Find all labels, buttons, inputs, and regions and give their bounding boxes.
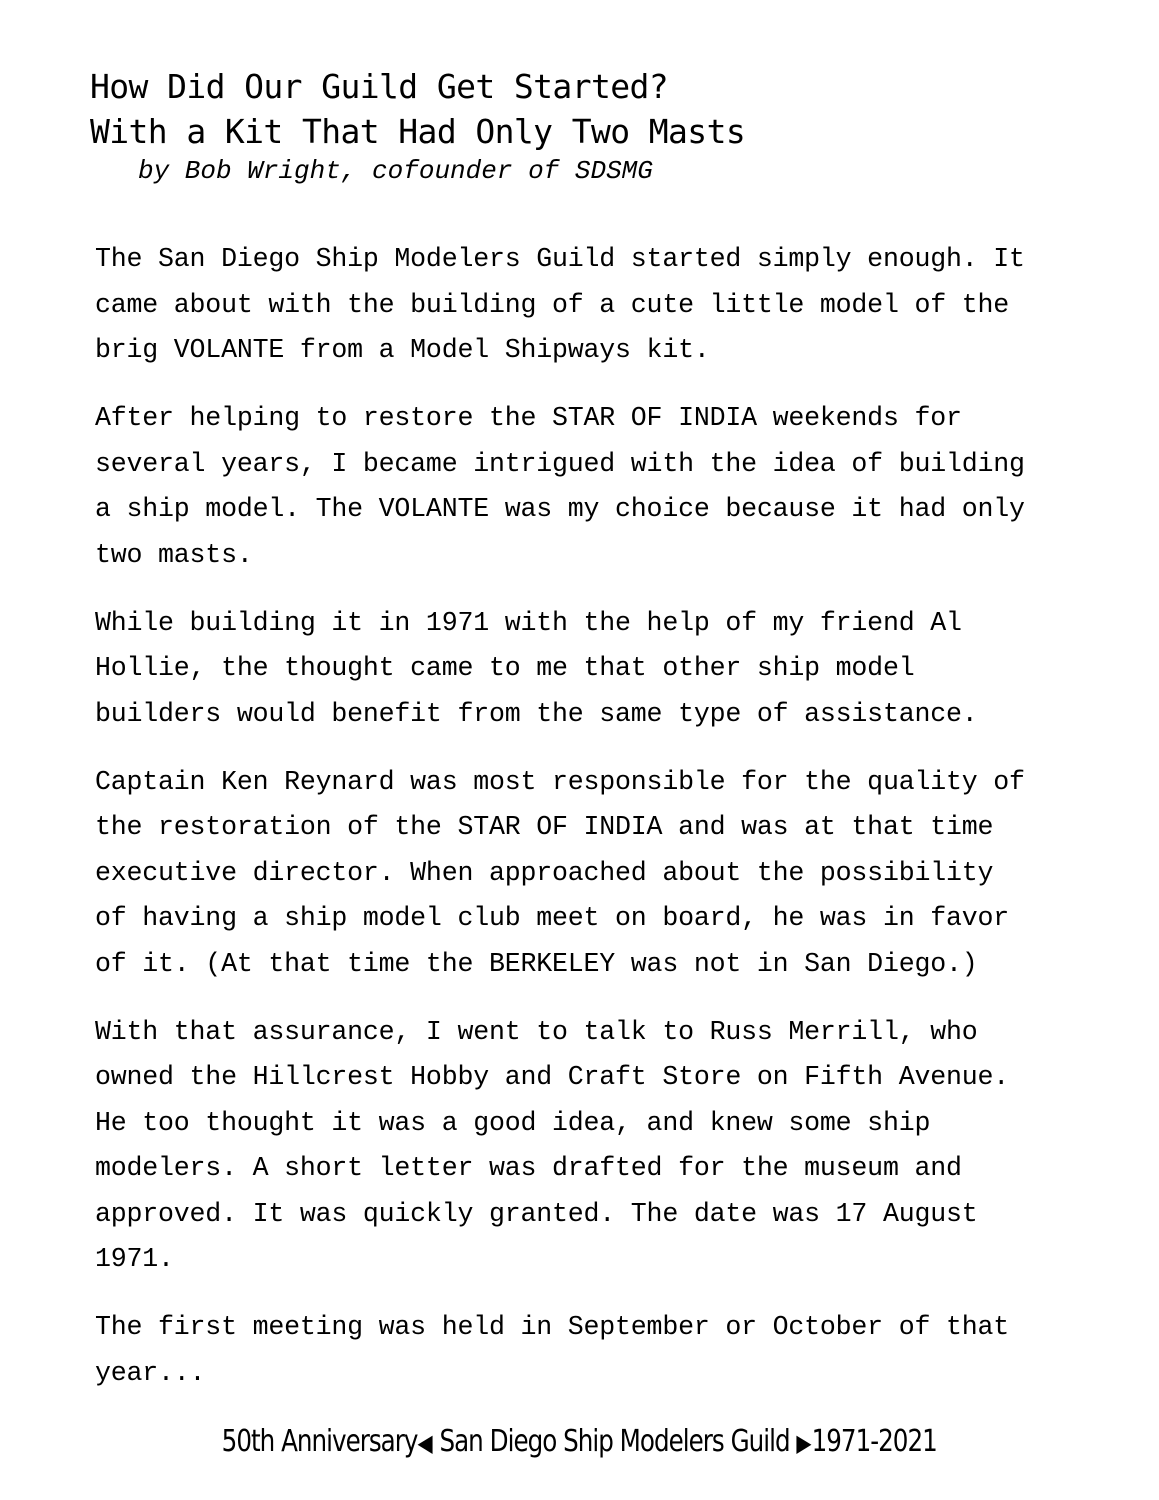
paragraph-2: After helping to restore the STAR OF INDIA weekends for several years, I became intrigued with the idea of building a ship model. The VOLANTE was my choice because it had only two masts. xyxy=(95,403,1025,570)
paragraph-4: Captain Ken Reynard was most responsible for the quality of the restoration of the STAR OF INDIA and was at that time executive director. When approached about the possibility of having a ship model club meet on board, he was in favor of it. (At that time the BERKELEY was not in San Diego.) xyxy=(95,766,1025,979)
page-footer xyxy=(104,1420,1054,1465)
article-title xyxy=(90,64,745,154)
paragraph-3: While building it in 1971 with the help of my friend Al Hollie, the thought came to me that other ship model builders would benefit from the same type of assistance. xyxy=(95,607,978,729)
title-line-1: How Did Our Guild Get Started? xyxy=(90,67,669,106)
left-triangle-icon: ◀ xyxy=(417,1429,433,1457)
article-body xyxy=(95,237,1145,1419)
footer-guild-name: San Diego Ship Modelers Guild xyxy=(432,1424,797,1459)
paragraph-5: With that assurance, I went to talk to Russ Merrill, who owned the Hillcrest Hobby and Craft Store on Fifth Avenue. He too thought it was a good idea, and knew some ship modelers. A short letter was drafted for the museum and approved. It was quickly granted. The date was 17 August 1971. xyxy=(95,1016,1010,1274)
paragraph-1: The San Diego Ship Modelers Guild started simply enough. It came about with the building of a cute little model of the brig VOLANTE from a Model Shipways kit. xyxy=(95,244,1025,365)
title-line-2: With a Kit That Had Only Two Masts xyxy=(90,112,746,151)
footer-anniversary: 50th Anniversary xyxy=(221,1424,418,1459)
article-byline: by Bob Wright, cofounder of SDSMG xyxy=(138,156,653,186)
right-triangle-icon: ▶ xyxy=(796,1429,812,1457)
footer-years: 1971-2021 xyxy=(811,1424,937,1459)
paragraph-6: The first meeting was held in September or October of that year... xyxy=(95,1312,1010,1388)
